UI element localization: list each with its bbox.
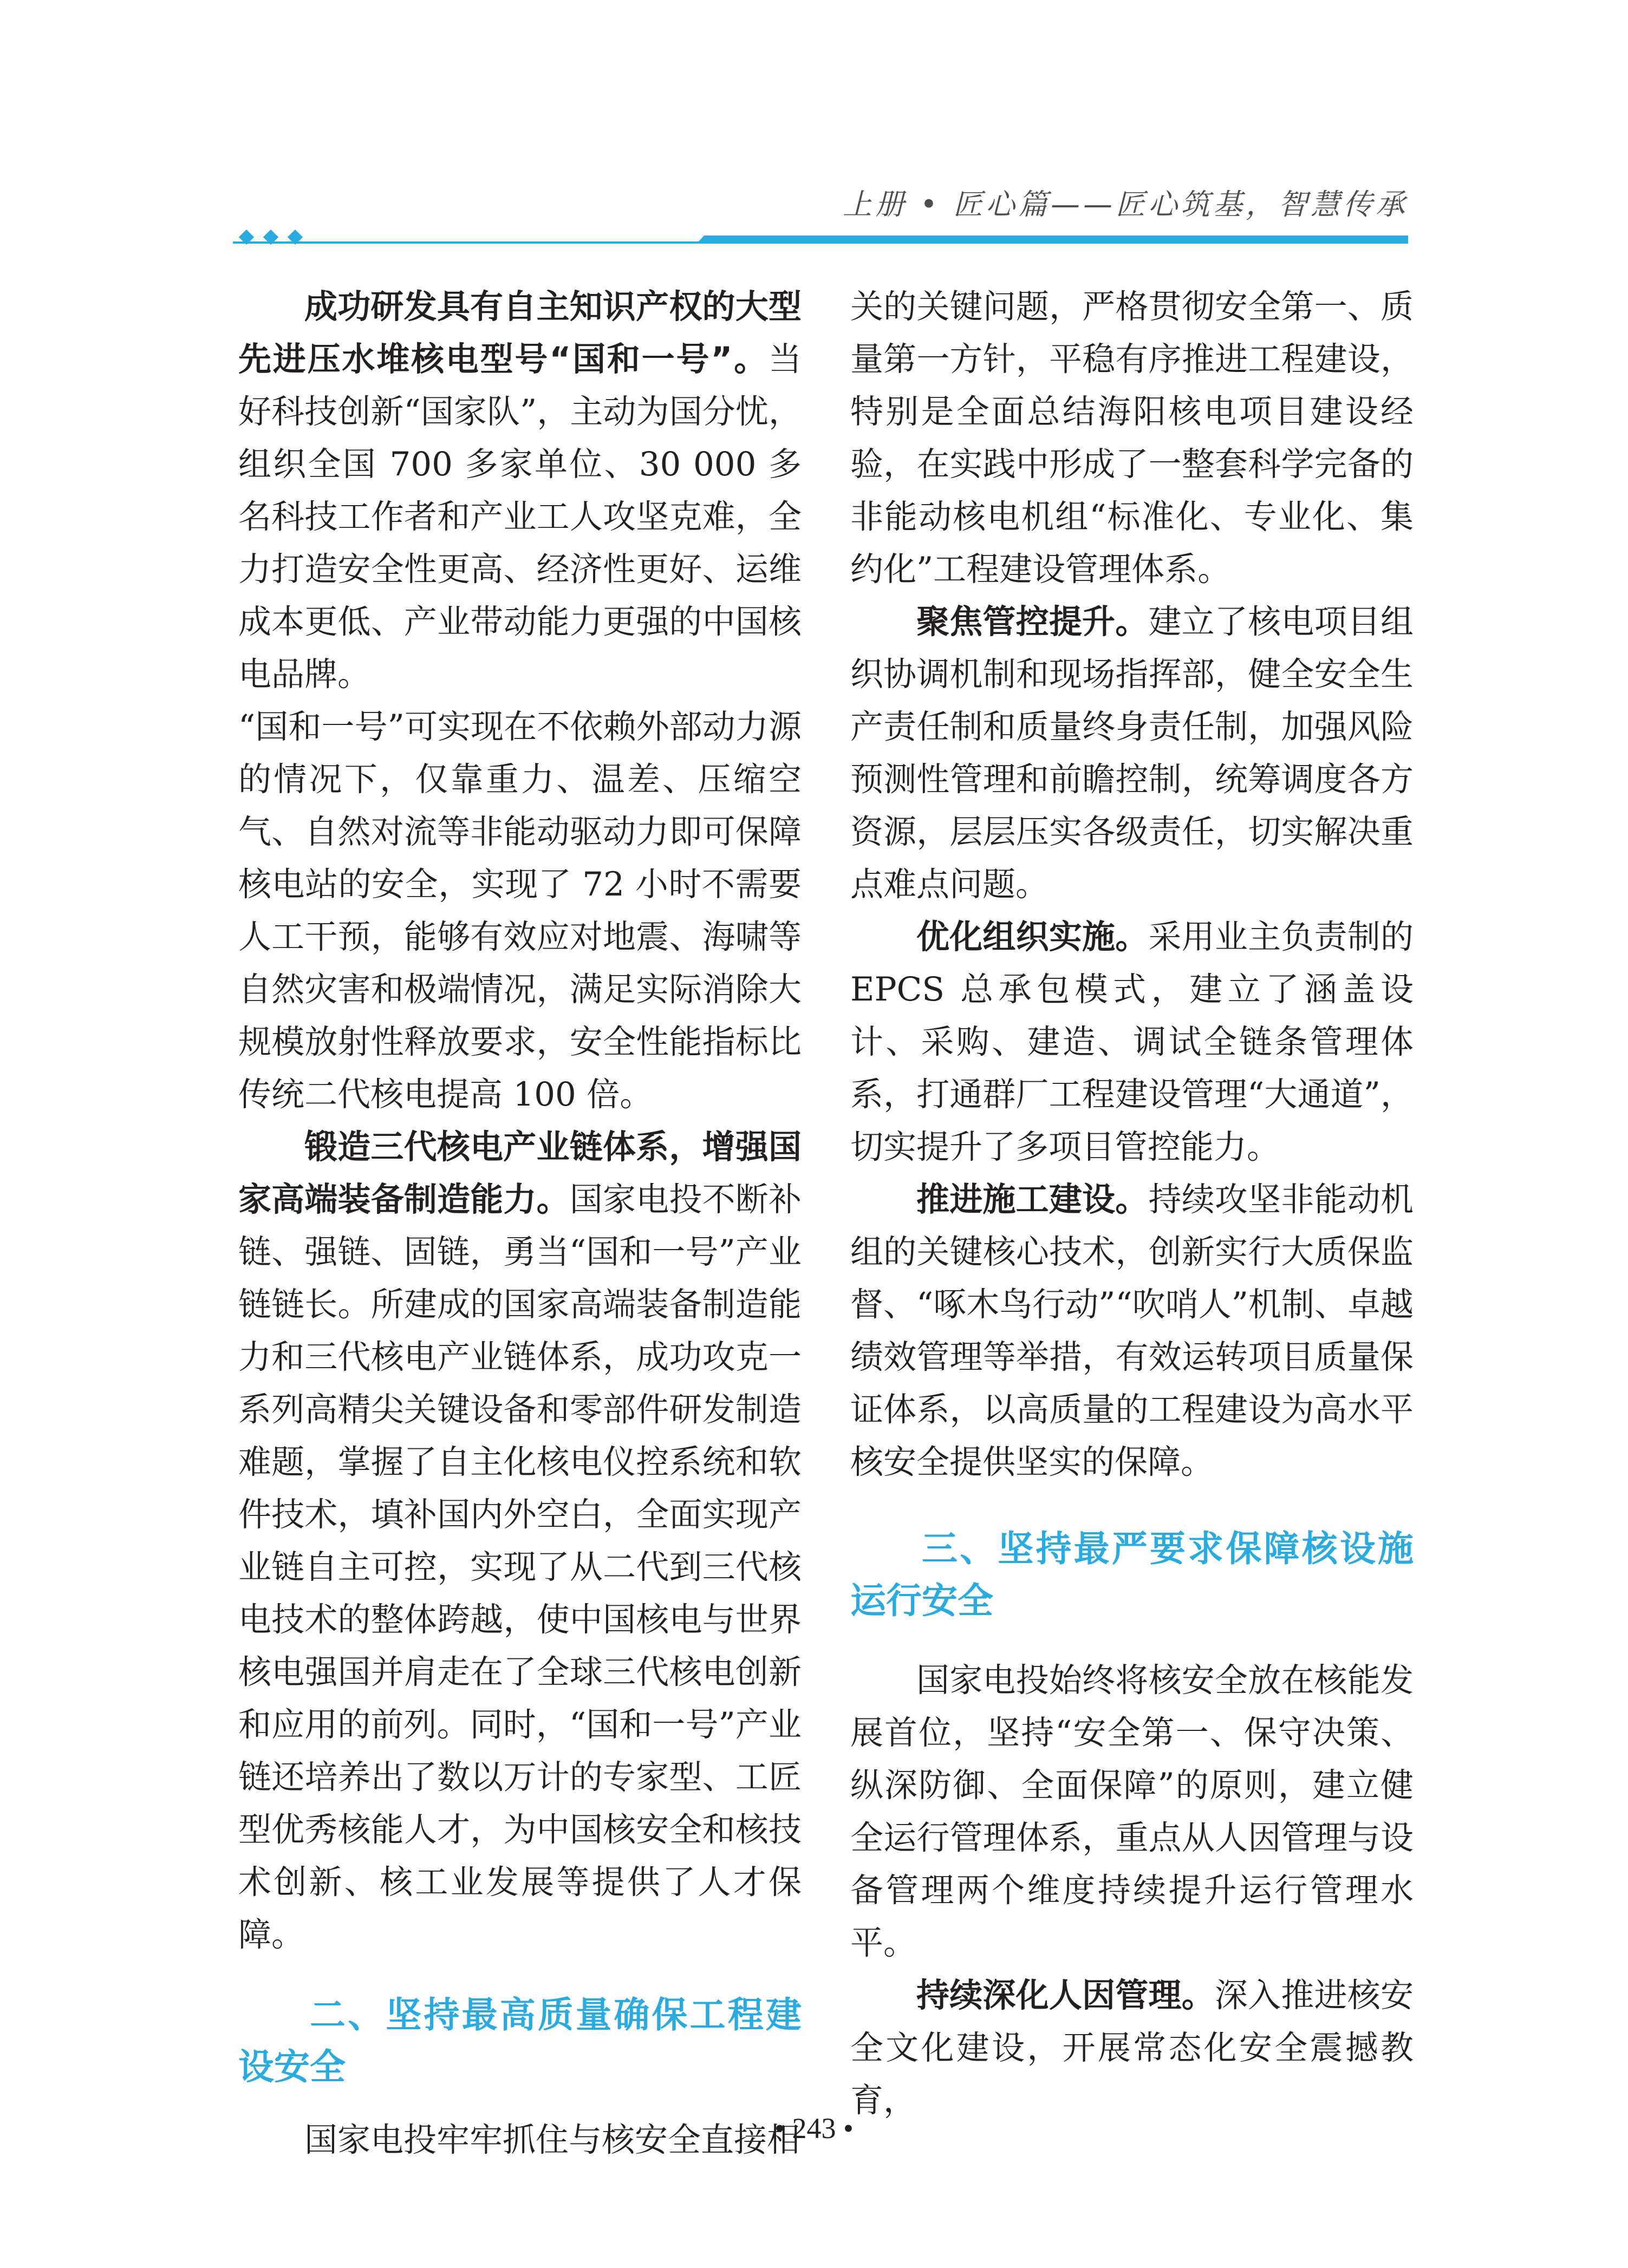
paragraph-text: 建立了核电项目组织协调机制和现场指挥部，健全安全生产责任制和质量终身责任制，加强风险预测性管理和前瞻控制，统筹调度各方资源，层层压实各级责任，切实解决重点难点问题。 [850,603,1414,904]
bold-lead: 锻造三代核电产业链体系，增强国家高端装备制造能力。 [238,1128,802,1219]
page-number: • 243 • [774,2112,854,2145]
paragraph [850,1173,1414,1488]
paragraph [850,911,1414,1173]
paragraph-text: 国家电投不断补链、强链、固链，勇当“国和一号”产业链链长。所建成的国家高端装备制造能力和三代核电产业链体系，成功攻克一系列高精尖关键设备和零部件研发制造难题，掌握了自主化核电仪控系统和软件技术，填补国内外空白，全面实现产业链自主可控，实现了从二代到三代核电技术的整体跨越，使中国核电与世界核电强国并肩走在了全球三代核电创新和应用的前列。同时，“国和一号”产业链还培养出了数以万计的专家型、工匠型优秀核能人才，为中国核安全和核技术创新、核工业发展等提供了人才保障。 [238,1180,802,1954]
paragraph [238,1121,802,1961]
header-title: 上册 • 匠心篇——匠心筑基，智慧传承 [842,187,1408,221]
paragraph-text: 深入推进核安全文化建设，开展常态化安全震撼教育， [850,1976,1414,2120]
paragraph: 国家电投牢牢抓住与核安全直接相 [304,2121,800,2159]
bold-lead: 持续深化人因管理。 [916,1976,1215,2015]
left-column [238,280,802,2166]
paragraph: 国家电投始终将核安全放在核能发展首位，坚持“安全第一、保守决策、纵深防御、全面保障”的原则，建立健全运行管理体系，重点从人因管理与设备管理两个维度持续提升运行管理水平。 [850,1661,1414,1962]
paragraph [850,596,1414,911]
paragraph-text: 当好科技创新“国家队”，主动为国分忧，组织全国 700 多家单位、30 000 多名科技工作者和产业工人攻坚克难，全力打造安全性更高、经济性更好、运维成本更低、产业带动能力更强的中国核电品牌。 [238,340,802,694]
paragraph-text: 持续攻坚非能动机组的关键核心技术，创新实行大质保监督、“啄木鸟行动”“吹哨人”机制、卓越绩效管理等举措，有效运转项目质量保证体系，以高质量的工程建设为高水平核安全提供坚实的保障。 [850,1180,1414,1481]
section-heading: 三、坚持最严要求保障核设施运行安全 [850,1528,1414,1622]
paragraph: 关的关键问题，严格贯彻安全第一、质量第一方针，平稳有序推进工程建设，特别是全面总结海阳核电项目建设经验，在实践中形成了一整套科学完备的非能动核电机组“标准化、专业化、集约化”工程建设管理体系。 [850,287,1414,589]
right-column [850,280,1414,2127]
bold-lead: 优化组织实施。 [916,918,1149,956]
paragraph-text: 采用业主负责制的 EPCS 总承包模式，建立了涵盖设计、采购、建造、调试全链条管理体系，打通群厂工程建设管理“大通道”，切实提升了多项目管控能力。 [850,918,1414,1166]
bold-lead: 聚焦管控提升。 [916,603,1149,641]
paragraph [850,1969,1414,2127]
paragraph: “国和一号”可实现在不依赖外部动力源的情况下，仅靠重力、温差、压缩空气、自然对流等非能动驱动力即可保障核电站的安全，实现了 72 小时不需要人工干预，能够有效应对地震、海啸等自然灾害和极端情况，满足实际消除大规模放射性释放要求，安全性能指标比传统二代核电提高 100 倍。 [238,708,802,1114]
bold-lead: 成功研发具有自主知识产权的大型先进压水堆核电型号“国和一号”。 [238,287,802,378]
paragraph [238,280,802,701]
bold-lead: 推进施工建设。 [916,1180,1149,1219]
section-heading: 二、坚持最高质量确保工程建设安全 [238,1994,802,2088]
header-bar [233,222,1408,244]
